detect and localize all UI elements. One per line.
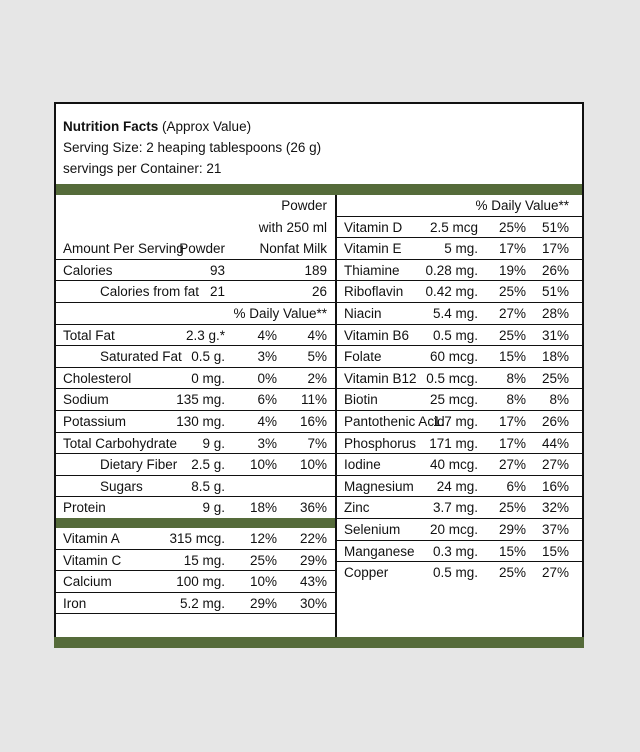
nutrient-name: Magnesium xyxy=(344,478,414,494)
nutrient-amount: 5.2 mg. xyxy=(179,595,225,611)
nutrient-amount: 0.5 mg. xyxy=(432,327,478,343)
daily-value-header-row xyxy=(56,303,335,325)
nutrient-name: Copper xyxy=(344,565,389,581)
nutrient-name: Vitamin B6 xyxy=(344,327,410,343)
calories-fat-powder: 21 xyxy=(209,284,225,300)
table-row xyxy=(337,346,582,368)
daily-value-powder: 27% xyxy=(498,305,526,321)
daily-value-milk: 25% xyxy=(541,370,569,386)
nutrient-amount: 2.5 g. xyxy=(191,457,225,473)
daily-value-milk: 22% xyxy=(299,530,327,546)
table-row xyxy=(337,541,582,563)
nutrient-name: Riboflavin xyxy=(344,284,404,300)
daily-value-milk: 7% xyxy=(307,435,327,451)
daily-value-milk: 2% xyxy=(307,370,327,386)
calories-fat-label: Calories from fat xyxy=(100,284,200,300)
table-row xyxy=(337,389,582,411)
table-row xyxy=(337,454,582,476)
nutrient-amount: 0 mg. xyxy=(191,370,225,386)
nutrient-amount: 0.5 g. xyxy=(191,349,225,365)
daily-value-powder: 29% xyxy=(249,595,277,611)
powder-column-header: Powder xyxy=(179,241,225,257)
nutrient-amount: 0.42 mg. xyxy=(425,284,478,300)
daily-value-powder: 17% xyxy=(498,241,526,257)
daily-value-powder: 19% xyxy=(498,262,526,278)
daily-value-milk: 32% xyxy=(541,500,569,516)
nutrient-name: Phosphorus xyxy=(344,435,417,451)
nutrient-name: Cholesterol xyxy=(63,370,132,386)
table-row xyxy=(337,281,582,303)
daily-value-powder: 0% xyxy=(257,370,277,386)
daily-value-milk: 43% xyxy=(299,574,327,590)
table-row xyxy=(56,389,335,411)
daily-value-milk: 27% xyxy=(541,565,569,581)
table-row xyxy=(56,528,335,550)
daily-value-powder: 10% xyxy=(249,574,277,590)
table-row xyxy=(337,303,582,325)
nutrient-name: Iodine xyxy=(344,457,381,473)
nutrient-name: Sugars xyxy=(100,478,143,494)
nutrient-amount: 9 g. xyxy=(202,500,225,516)
daily-value-milk: 26% xyxy=(541,413,569,429)
daily-value-powder: 3% xyxy=(257,349,277,365)
table-row xyxy=(337,519,582,541)
table-row xyxy=(337,217,582,239)
daily-value-milk: 51% xyxy=(541,284,569,300)
nutrient-amount: 130 mg. xyxy=(176,413,225,429)
nutrient-amount: 20 mcg. xyxy=(429,521,478,537)
nutrient-name: Iron xyxy=(63,595,87,611)
daily-value-milk: 30% xyxy=(299,595,327,611)
daily-value-milk: 44% xyxy=(541,435,569,451)
milk-header-line2: with 250 ml xyxy=(258,219,327,235)
daily-value-milk: 17% xyxy=(541,241,569,257)
table-row xyxy=(56,368,335,390)
nutrient-list xyxy=(56,325,335,519)
table-row xyxy=(337,238,582,260)
nutrient-name: Total Carbohydrate xyxy=(63,435,178,451)
daily-value-powder: 3% xyxy=(257,435,277,451)
daily-value-milk: 16% xyxy=(299,413,327,429)
left-header-row-2 xyxy=(56,217,335,239)
right-column xyxy=(335,195,582,637)
left-column xyxy=(56,195,335,614)
vitamin-list-right xyxy=(337,217,582,584)
daily-value-milk: 16% xyxy=(541,478,569,494)
daily-value-powder: 25% xyxy=(498,284,526,300)
nutrient-amount: 2.5 mcg xyxy=(429,219,478,235)
nutrient-name: Dietary Fiber xyxy=(100,457,178,473)
nutrient-amount: 60 mcg. xyxy=(429,349,478,365)
daily-value-powder: 29% xyxy=(498,521,526,537)
nutrient-name: Sodium xyxy=(63,392,109,408)
calories-powder: 93 xyxy=(209,262,225,278)
nutrient-amount: 0.5 mg. xyxy=(432,565,478,581)
milk-header-line1: Powder xyxy=(281,198,327,213)
nutrient-name: Vitamin E xyxy=(344,241,402,257)
left-header-row-3 xyxy=(56,238,335,260)
table-row xyxy=(56,476,335,498)
label-title-note: (Approx Value) xyxy=(162,119,252,134)
daily-value-powder: 17% xyxy=(498,413,526,429)
table-row xyxy=(56,571,335,593)
nutrient-name: Selenium xyxy=(344,521,401,537)
nutrient-amount: 25 mcg. xyxy=(429,392,478,408)
nutrient-name: Thiamine xyxy=(344,262,400,278)
daily-value-milk: 11% xyxy=(300,392,327,408)
nutrition-facts-label xyxy=(54,102,584,648)
title-line xyxy=(63,116,574,137)
daily-value-powder: 18% xyxy=(249,500,277,516)
daily-value-powder: 8% xyxy=(506,392,526,408)
table-row xyxy=(56,454,335,476)
nutrient-amount: 5.4 mg. xyxy=(432,305,478,321)
table-row xyxy=(337,325,582,347)
table-row xyxy=(337,368,582,390)
daily-value-powder: 25% xyxy=(249,552,277,568)
daily-value-milk: 51% xyxy=(541,219,569,235)
nutrient-name: Niacin xyxy=(344,305,382,321)
daily-value-powder: 25% xyxy=(498,565,526,581)
daily-value-milk: 18% xyxy=(541,349,569,365)
table-row xyxy=(337,562,582,584)
nutrient-amount: 2.3 g.* xyxy=(185,327,225,343)
nutrient-amount: 5 mg. xyxy=(444,241,478,257)
table-row xyxy=(56,433,335,455)
daily-value-milk: 27% xyxy=(541,457,569,473)
daily-value-powder: 6% xyxy=(257,392,277,408)
nutrient-amount: 24 mg. xyxy=(436,478,478,494)
daily-value-powder: 25% xyxy=(498,219,526,235)
vitamin-list-left xyxy=(56,528,335,614)
nutrient-name: Potassium xyxy=(63,413,127,429)
left-header-row-1 xyxy=(56,195,335,217)
nutrient-name: Protein xyxy=(63,500,106,516)
label-header xyxy=(56,104,582,184)
daily-value-powder: 4% xyxy=(257,413,277,429)
daily-value-powder: 15% xyxy=(498,349,526,365)
nutrient-amount: 171 mg. xyxy=(429,435,478,451)
serving-size: Serving Size: 2 heaping tablespoons (26 g) xyxy=(63,140,322,155)
nutrient-amount: 0.3 mg. xyxy=(432,543,478,559)
daily-value-powder: 10% xyxy=(249,457,277,473)
calories-row xyxy=(56,260,335,282)
calories-milk: 189 xyxy=(304,262,327,278)
table-row xyxy=(56,325,335,347)
vitamin-divider-bar xyxy=(56,518,335,528)
nutrient-name: Biotin xyxy=(344,392,378,408)
nutrient-name: Saturated Fat xyxy=(100,349,182,365)
amount-per-serving-label: Amount Per Serving xyxy=(63,241,184,257)
daily-value-milk: 15% xyxy=(541,543,569,559)
daily-value-milk: 31% xyxy=(541,327,569,343)
calories-fat-milk: 26 xyxy=(311,284,327,300)
nutrient-name: Zinc xyxy=(344,500,370,516)
table-row xyxy=(56,550,335,572)
nutrient-name: Folate xyxy=(344,349,382,365)
table-row xyxy=(337,411,582,433)
nutrient-name: Vitamin B12 xyxy=(344,370,417,386)
daily-value-milk: 37% xyxy=(541,521,569,537)
nutrient-amount: 40 mcg. xyxy=(429,457,478,473)
servings-per-container: servings per Container: 21 xyxy=(63,161,222,176)
header-divider-bar xyxy=(56,184,582,195)
nutrient-amount: 3.7 mg. xyxy=(432,500,478,516)
nutrient-name: Vitamin D xyxy=(344,219,403,235)
nutrient-amount: 100 mg. xyxy=(176,574,225,590)
nutrient-name: Manganese xyxy=(344,543,415,559)
daily-value-powder: 4% xyxy=(257,327,277,343)
daily-value-powder: 17% xyxy=(498,435,526,451)
table-row xyxy=(56,346,335,368)
calories-fat-row xyxy=(56,281,335,303)
daily-value-header: % Daily Value** xyxy=(233,305,327,321)
daily-value-powder: 25% xyxy=(498,500,526,516)
nutrient-name: Pantothenic Acid xyxy=(344,413,445,429)
table-row xyxy=(337,476,582,498)
calories-label: Calories xyxy=(63,262,113,278)
nutrient-amount: 0.5 mcg. xyxy=(426,370,478,386)
milk-header-line3: Nonfat Milk xyxy=(259,241,327,257)
nutrient-amount: 15 mg. xyxy=(183,552,225,568)
table-row xyxy=(56,593,335,615)
daily-value-powder: 27% xyxy=(498,457,526,473)
daily-value-milk: 4% xyxy=(307,327,327,343)
daily-value-milk: 36% xyxy=(299,500,327,516)
nutrient-amount: 9 g. xyxy=(202,435,225,451)
nutrient-amount: 8.5 g. xyxy=(191,478,225,494)
table-row xyxy=(56,497,335,519)
label-title: Nutrition Facts xyxy=(63,119,159,134)
nutrient-amount: 315 mcg. xyxy=(169,530,225,546)
daily-value-powder: 15% xyxy=(498,543,526,559)
nutrient-name: Vitamin A xyxy=(63,530,120,546)
right-header-row xyxy=(337,195,582,217)
daily-value-powder: 6% xyxy=(506,478,526,494)
daily-value-milk: 28% xyxy=(541,305,569,321)
nutrient-amount: 1.7 mg. xyxy=(432,413,478,429)
nutrient-name: Vitamin C xyxy=(63,552,122,568)
nutrient-name: Calcium xyxy=(63,574,112,590)
right-daily-value-header: % Daily Value** xyxy=(475,198,569,213)
footer-bar xyxy=(54,637,584,648)
nutrient-amount: 0.28 mg. xyxy=(425,262,478,278)
daily-value-milk: 10% xyxy=(299,457,327,473)
daily-value-powder: 25% xyxy=(498,327,526,343)
table-row xyxy=(337,433,582,455)
daily-value-milk: 5% xyxy=(307,349,327,365)
daily-value-milk: 8% xyxy=(549,392,569,408)
nutrient-amount: 135 mg. xyxy=(176,392,225,408)
table-row xyxy=(337,497,582,519)
table-row xyxy=(56,411,335,433)
table-row xyxy=(337,260,582,282)
nutrient-name: Total Fat xyxy=(63,327,115,343)
daily-value-powder: 8% xyxy=(506,370,526,386)
daily-value-milk: 26% xyxy=(541,262,569,278)
daily-value-milk: 29% xyxy=(299,552,327,568)
daily-value-powder: 12% xyxy=(249,530,277,546)
